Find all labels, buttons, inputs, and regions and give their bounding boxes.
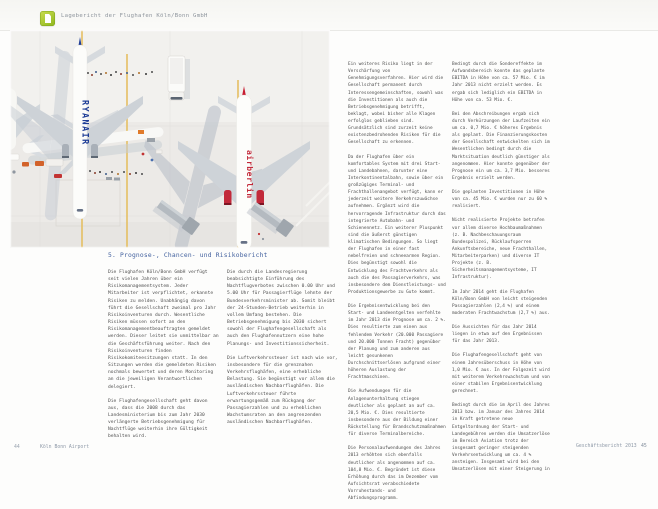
section-heading: 5. Prognose-, Chancen- und Risikobericht [108, 252, 268, 259]
cockpit-windows [77, 209, 83, 212]
document-sheet-glyph [45, 14, 52, 24]
baggage-cart [114, 178, 120, 181]
paragraph: Bei den Abschreibungen ergab sich durch Verkürzungen der Laufzeiten ein um ca. 0,7 Mio. € höheres Ergebnis als geplant. Die Finanzierungskosten der Gesellschaft entwickelten sich im Wesentlichen bedingt durch die Marktsituation deutlich günstiger als angenommen. Hier konnte gegenüber der Prognose ein um ca. 3,7 Mio. besseres Ergebnis erzielt werden. [452, 111, 550, 181]
paragraph: Die Flughafengesellschaft geht davon aus, dass die 2008 durch das Landesministerium bis zum Jahr 2030 verlängerte Betriebsgenehmigung für Nachtflüge weiterhin ihre Gültigkeit behalten wird. [108, 398, 208, 440]
left-page-column-1 [108, 269, 220, 448]
baggage-cart [106, 177, 112, 180]
left-page-number: 44 [14, 445, 20, 450]
paragraph: Die Ergebnisentwicklung bei den Start- und Landeentgelten verfehlte im Jahr 2013 die Prognose um ca. 2 %. Dies resultierte zum einen aus fehlendem Verkehr (20.000 Passagiere und 20.000 Tonnen Fracht) gegenüber der Planung und zum anderen aus leicht gesunkenen Durchschnittserlösen aufgrund einer höheren Auslastung der Frachtmaschinen. [348, 304, 446, 381]
left-page-column-2 [227, 269, 339, 433]
paragraph: Die geplanten Investitionen in Höhe von ca. 45 Mio. € wurden nur zu 60 % realisiert. [452, 190, 548, 210]
ground-tug [35, 161, 44, 166]
airberlin-fuselage-titles: airberlin [244, 150, 254, 199]
stairs-vehicle [46, 159, 63, 166]
paragraph: Da der Flughafen über ein komfortables System mit drei Start- und Landebahnen, darunter eine Interkontinentalbahn, sowie über ein großzügiges Terminal- und Frachthallenangebot verfügt, kann er jederzeit weitere Verkehrszuwächse aufnehmen. Ergänzt wird die hervorragende Infrastruktur durch das integrierte Autobahn- und Schienennetz. Ein weiterer Pluspunkt sind die äußerst günstigen klimatischen Bedingungen. So liegt der Flughafen in einer fast nebelfreien und schneearmen Region. Dies begünstigt sowohl die Entwicklung des Frachtverkehrs als auch die des Passagierverkehrs, was insbesondere dem Dienstleistungs- und Produktionsgewerbe zu Gute kommt. [348, 154, 446, 295]
report-document-icon [40, 11, 55, 26]
right-footer-label: Geschäftsbericht 2013 [576, 444, 637, 449]
paragraph: Die Aussichten für das Jahr 2014 liegen in etwa auf den Ergebnissen für das Jahr 2013. [452, 325, 542, 345]
cargo-truck [168, 56, 190, 100]
left-footer-label: Köln Bonn Airport [40, 445, 90, 450]
paragraph: Die Flughafen Köln/Bonn GmbH verfügt seit vielen Jahren über ein Risikomanagementsystem. Jeder Mitarbeiter ist verpflichtet, erkannte Risiken zu melden. Unabhängig davon führt die Gesellschaft zweimal pro Jahr Risikoinventuren durch. Wesentliche Risiken müssen sofort an den Risikomanagementbeauftragten gemeldet werden. Dieser leitet sie unmittelbar an die Geschäftsführung weiter. Nach den Risikoinventuren finden Risikokomiteesitzungen statt. In den Sitzungen werden die gemeldeten Risiken nochmals bewertet und deren Monitoring an die jeweiligen Verantwortlichen delegiert. [108, 270, 219, 390]
right-page-column-2 [452, 61, 552, 480]
ryanair-fuselage-titles: RYANAIR [79, 100, 90, 146]
paragraph: Nicht realisierte Projekte betrafen vor allem diverse Hochbaumaßnahmen (z. B. Nachbeschauungsraum Bundespolizei, Rücklaufsperren Ankunftsbereiche, neue Frachthallen, Mitarbeiterparken) und diverse IT Projekte (z. B. Sicherheitsmanagementsysteme, IT Infrastruktur). [452, 218, 548, 281]
paragraph: Die Luftverkehrssteuer ist nach wie vor, insbesondere für die grenznahen Verkehrsflughäfen, eine erhebliche Belastung. Sie begünstigt vor allem die ausländischen Nachbarflughäfen. Die Luftverkehrssteuer führte erwartungsgemäß zum Rückgang der Passagierzahlen und zu erheblichen Wachstumsraten an den angrenzenden ausländischen Nachbarflughäfen. [227, 355, 338, 426]
paragraph: Bedingt durch die Sondereffekte im Aufwandsbereich konnte das geplante EBITDA in Höhe von ca. 57 Mio. € im Jahr 2013 nicht erzielt werden. Es ergab sich lediglich ein EBITDA in Höhe von ca. 53 Mio. €. [452, 62, 545, 103]
apron-photo [10, 30, 330, 248]
right-page-number: 45 [641, 444, 647, 449]
service-vehicle [54, 174, 62, 178]
paragraph: Im Jahr 2014 geht die Flughafen Köln/Bonn GmbH von leicht steigenden Passagierzahlen (2,4 %) und einem moderaten Frachtwachstum (2,7 %) aus. [452, 289, 550, 316]
paragraph: Bedingt durch die im April des Jahres 2013 bzw. im Januar des Jahres 2014 in Kraft getretene neue Entgeltordnung der Start- und Landegebühren werden die Umsatzerlöse im Bereich Aviation trotz der insgesamt geringer steigenden Verkehrsentwicklung um ca. 4 % ansteigen. Insgesamt wird bei den Umsatzerlösen mit einer Steigerung in [452, 403, 550, 473]
paragraph: Die Aufwendungen für die Anlagenunterhaltung stiegen deutlicher als geplant an auf ca. 20,5 Mio. €. Dies resultierte insbesondere aus der Bildung einer Rückstellung für Brandschutzmaßnahmen für diverse Terminalbereiche. [348, 389, 446, 438]
cockpit-windows [241, 241, 248, 244]
paragraph: Die durch die Landesregierung beabsichtigte Einführung des Nachtflugverbotes zwischen 0.00 Uhr und 5.00 Uhr für Passagierflüge lehnte der Bundesverkehrsminister ab. Somit bleibt der 24-Stunden-Betrieb weiterhin in vollem Umfang bestehen. Die Betriebsgenehmigung bis 2030 sichert sowohl der Flughafengesellschaft als auch den Flughafennutzern eine hohe Planungs- und Investitionssicherheit. [227, 270, 335, 347]
page-header [0, 0, 658, 31]
right-page-column-1 [348, 61, 448, 509]
report-header-title: Lagebericht der Flughafen Köln/Bonn GmbH [61, 13, 208, 19]
paragraph: Die Flughafengesellschaft geht von einem Jahresüberschuss in Höhe von 1,0 Mio. € aus. In der Folgezeit wird mit weiterem Verkehrswachstum und von einer stabilen Ergebnisentwicklung gerechnet. [452, 353, 550, 394]
paragraph: Ein weiteres Risiko liegt in der Verschärfung von Genehmigungsverfahren. Hier wird die Gesellschaft permanent durch Interessengemeinschaften, sowohl was die Investitionen als auch die Betriebsgenehmigung betrifft, beklagt, wobei bisher alle Klagen erfolglos geblieben sind. Grundsätzlich sind zurzeit keine existenzbedrohenden Risiken für die Gesellschaft zu erkennen. [348, 62, 444, 146]
paragraph: Die Personalaufwendungen des Jahres 2013 erhöhten sich ebenfalls deutlicher als angenommen auf ca. 104,8 Mio. €. Begründet ist diese Erhöhung durch das im Dezember vom Aufsichtsrat verabschiedete Vorruhestands- und Abfindungsprogramm. [348, 446, 441, 502]
